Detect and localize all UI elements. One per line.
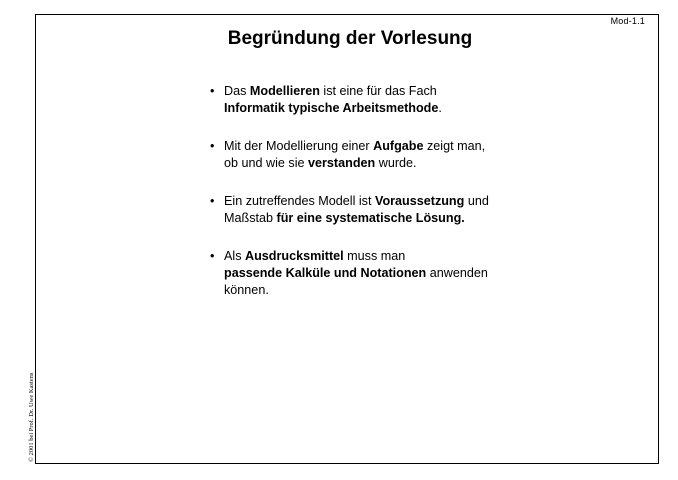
bullet-line (224, 282, 568, 299)
bullet-dot-icon: • (210, 194, 215, 208)
bold-text: für eine systematische Lösung. (276, 211, 465, 225)
bold-text: Voraussetzung (374, 194, 465, 208)
bold-text: Informatik typische Arbeitsmethode (224, 101, 439, 115)
text: Maßstab (224, 211, 277, 225)
bold-text: passende Kalküle und Notationen (224, 266, 427, 280)
bullet-list (208, 83, 568, 299)
text: ist eine für das Fach (319, 84, 437, 98)
bullet-item (208, 248, 568, 299)
text: Das (224, 84, 250, 98)
bullet-item (208, 138, 568, 172)
text: Ein zutreffendes Modell ist (224, 194, 375, 208)
bullet-line (224, 155, 568, 172)
bullet-dot-icon: • (210, 84, 215, 98)
slide-number: Mod-1.1 (610, 16, 645, 26)
bullet-dot-icon: • (210, 249, 215, 263)
text: und (464, 194, 489, 208)
bullet-dot-icon: • (210, 139, 215, 153)
text: können. (224, 283, 269, 297)
bullet-item (208, 193, 568, 227)
bullet-line (224, 193, 568, 210)
copyright-notice: © 2001 bei Prof. Dr. Uwe Kastens (28, 372, 35, 462)
bullet-line (224, 248, 568, 265)
text: ob und wie sie (224, 156, 309, 170)
text: anwenden (426, 266, 488, 280)
text: zeigt man, (423, 139, 486, 153)
text: Als (224, 249, 245, 263)
bullet-line (224, 100, 568, 117)
text: muss man (343, 249, 406, 263)
bullet-item (208, 83, 568, 117)
slide-title: Begründung der Vorlesung (227, 28, 473, 49)
bullet-line (224, 265, 568, 282)
bullet-line (224, 83, 568, 100)
bold-text: Aufgabe (373, 139, 424, 153)
bold-text: Ausdrucksmittel (245, 249, 344, 263)
text: wurde. (375, 156, 417, 170)
bold-text: verstanden (308, 156, 376, 170)
text: . (438, 101, 442, 115)
bold-text: Modellieren (249, 84, 320, 98)
bullet-line (224, 138, 568, 155)
bullet-line (224, 210, 568, 227)
text: Mit der Modellierung einer (224, 139, 374, 153)
